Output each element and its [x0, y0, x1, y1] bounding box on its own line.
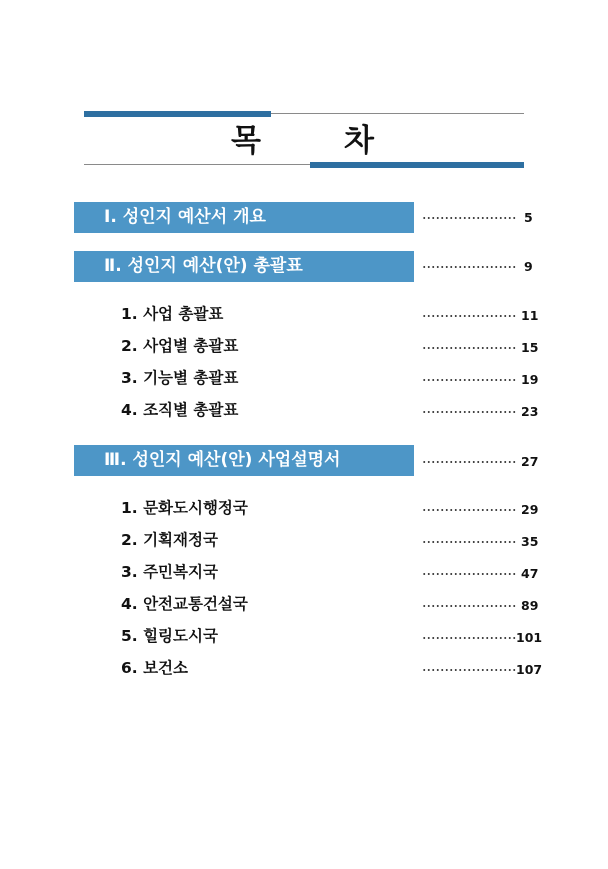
toc-section-1-page: 5	[524, 210, 533, 225]
toc-item-page: 47	[521, 566, 539, 581]
toc-item[interactable]: 3. 주민복지국	[121, 563, 218, 581]
toc-item-page: 15	[521, 340, 539, 355]
toc-item-leader	[422, 509, 516, 511]
toc-item[interactable]: 1. 사업 총괄표	[121, 305, 224, 323]
toc-item-page: 35	[521, 534, 539, 549]
toc-item-leader	[422, 541, 516, 543]
toc-item[interactable]: 5. 힐링도시국	[121, 627, 218, 645]
toc-item[interactable]: 4. 안전교통건설국	[121, 595, 248, 613]
toc-section-1-leader	[422, 217, 516, 219]
toc-item-page: 29	[521, 502, 539, 517]
toc-item[interactable]: 2. 사업별 총괄표	[121, 337, 239, 355]
toc-section-2-page: 9	[524, 259, 533, 274]
toc-item-leader	[422, 411, 516, 413]
toc-item[interactable]: 3. 기능별 총괄표	[121, 369, 239, 387]
toc-item-page: 89	[521, 598, 539, 613]
toc-item[interactable]: 2. 기획재정국	[121, 531, 218, 549]
toc-item-leader	[422, 347, 516, 349]
toc-item-leader	[422, 315, 516, 317]
title-top-rule	[271, 113, 524, 114]
toc-section-1-label: Ⅰ. 성인지 예산서 개요	[104, 207, 266, 227]
toc-item[interactable]: 6. 보건소	[121, 659, 188, 677]
toc-item[interactable]: 1. 문화도시행정국	[121, 499, 248, 517]
toc-item-page: 11	[521, 308, 539, 323]
toc-section-1[interactable]	[74, 202, 414, 233]
title-top-accent-bar	[84, 111, 271, 117]
toc-item-leader	[422, 379, 516, 381]
toc-section-2-leader	[422, 266, 516, 268]
title-bottom-accent-bar	[310, 162, 524, 168]
toc-item-leader	[422, 573, 516, 575]
toc-item-page: 107	[516, 662, 543, 677]
page-title-char-2: 차	[344, 123, 374, 159]
toc-item-page: 101	[516, 630, 543, 645]
toc-section-3[interactable]	[74, 445, 414, 476]
toc-item-leader	[422, 605, 516, 607]
toc-item[interactable]: 4. 조직별 총괄표	[121, 401, 239, 419]
toc-item-leader	[422, 669, 516, 671]
page-title-char-1: 목	[231, 123, 261, 159]
toc-section-2-label: Ⅱ. 성인지 예산(안) 총괄표	[104, 256, 303, 276]
title-bottom-rule	[84, 164, 310, 165]
toc-item-leader	[422, 637, 516, 639]
toc-section-2[interactable]	[74, 251, 414, 282]
toc-section-3-label: Ⅲ. 성인지 예산(안) 사업설명서	[104, 450, 341, 470]
toc-section-3-page: 27	[521, 454, 539, 469]
toc-item-page: 19	[521, 372, 539, 387]
toc-item-page: 23	[521, 404, 539, 419]
toc-section-3-leader	[422, 461, 516, 463]
